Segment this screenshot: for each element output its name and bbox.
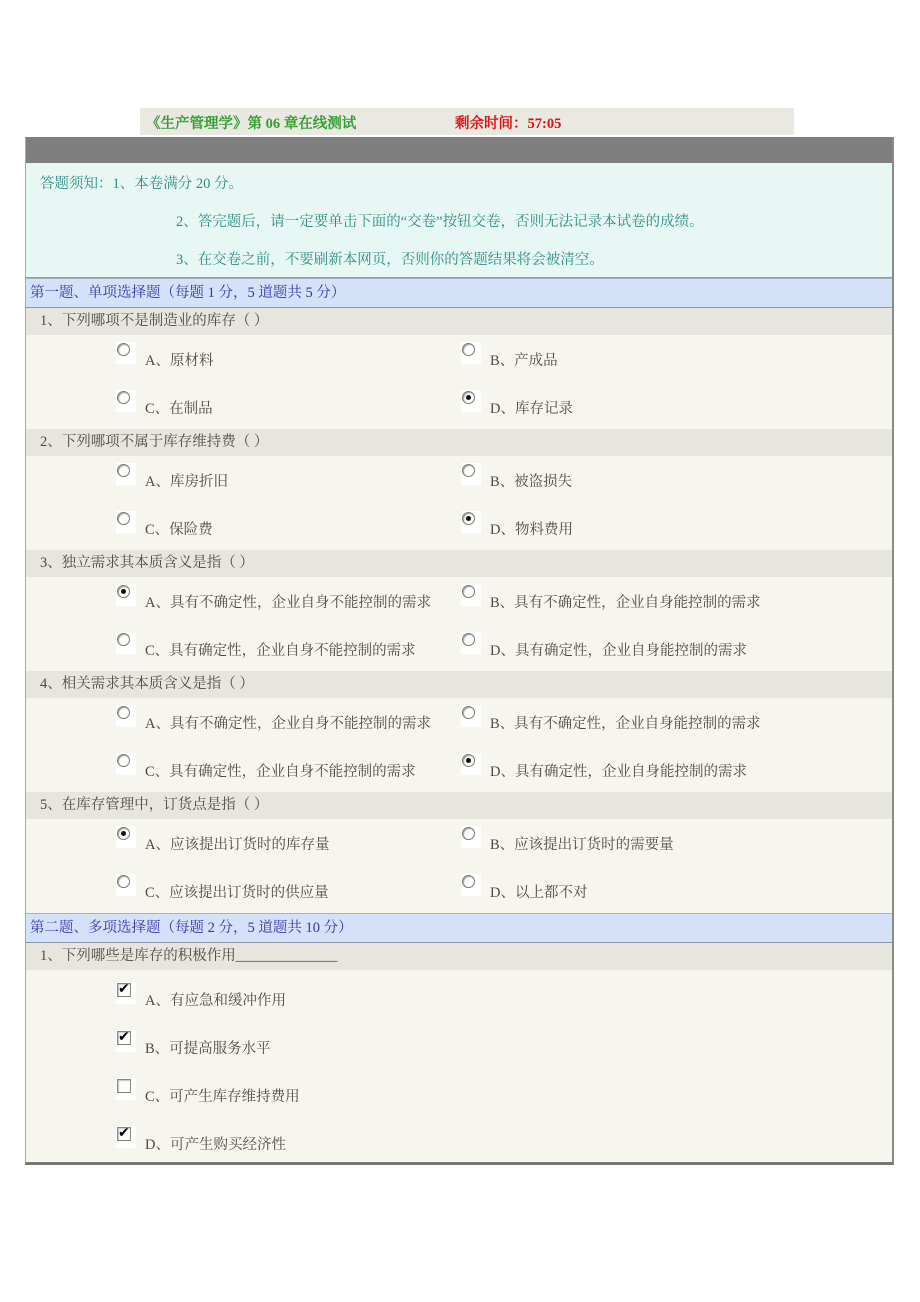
radio-patch (461, 463, 481, 485)
checkbox-patch (116, 982, 136, 1004)
radio-patch (116, 632, 136, 654)
radio-option[interactable] (461, 584, 892, 632)
radio-patch (116, 874, 136, 896)
radio-icon[interactable] (462, 464, 475, 477)
radio-option[interactable] (116, 874, 461, 913)
checkbox-icon[interactable] (117, 1031, 131, 1045)
question-block-4 (26, 671, 892, 792)
checkbox-patch (116, 1126, 136, 1148)
question-5-options (26, 819, 892, 913)
radio-patch (461, 826, 481, 848)
radio-icon[interactable] (117, 585, 130, 598)
radio-icon[interactable] (462, 827, 475, 840)
checkbox-option-label: C、可产生库存维持费用 (145, 1089, 300, 1105)
question-5-title: 5、在库存管理中，订货点是指（ ） (26, 792, 892, 819)
multi-question-1-options (26, 970, 892, 1162)
radio-option[interactable] (461, 342, 892, 390)
radio-option-label: B、具有不确定性，企业自身能控制的需求 (490, 595, 761, 611)
radio-option[interactable] (461, 826, 892, 874)
notice-line-1: 答题须知：1、本卷满分 20 分。 (40, 176, 243, 192)
radio-patch (116, 705, 136, 727)
radio-option[interactable] (116, 463, 461, 511)
checkbox-option[interactable] (116, 1030, 892, 1078)
checkbox-icon[interactable] (117, 1079, 131, 1093)
radio-option-label: B、应该提出订货时的需要量 (490, 837, 674, 853)
radio-option[interactable] (116, 632, 461, 671)
radio-icon[interactable] (117, 633, 130, 646)
multi-question-1-title: 1、下列哪些是库存的积极作用______________ (26, 943, 892, 970)
radio-icon[interactable] (117, 512, 130, 525)
radio-patch (461, 390, 481, 412)
radio-icon[interactable] (462, 391, 475, 404)
radio-option[interactable] (116, 390, 461, 429)
radio-icon[interactable] (117, 391, 130, 404)
checkbox-patch (116, 1030, 136, 1052)
radio-option-label: A、应该提出订货时的库存量 (145, 837, 330, 853)
radio-icon[interactable] (117, 875, 130, 888)
section-2-header: 第二题、多项选择题（每题 2 分，5 道题共 10 分） (26, 913, 892, 943)
radio-patch (116, 463, 136, 485)
radio-icon[interactable] (117, 464, 130, 477)
radio-option-label: D、具有确定性，企业自身能控制的需求 (490, 764, 747, 780)
checkbox-option-label: A、有应急和缓冲作用 (145, 993, 286, 1009)
radio-icon[interactable] (462, 585, 475, 598)
radio-option-label: A、原材料 (145, 353, 214, 369)
checkbox-option[interactable] (116, 982, 892, 1030)
radio-icon[interactable] (117, 343, 130, 356)
radio-option-label: C、保险费 (145, 522, 213, 538)
question-2-title: 2、下列哪项不属于库存维持费（ ） (26, 429, 892, 456)
radio-patch (116, 390, 136, 412)
checkbox-patch (116, 1078, 136, 1100)
radio-option-label: B、被盗损失 (490, 474, 573, 490)
radio-option[interactable] (461, 463, 892, 511)
radio-patch (461, 705, 481, 727)
question-2-options (26, 456, 892, 550)
question-block-3 (26, 550, 892, 671)
radio-option-label: A、具有不确定性，企业自身不能控制的需求 (145, 716, 431, 732)
question-3-title: 3、独立需求其本质含义是指（ ） (26, 550, 892, 577)
radio-option-label: D、物料费用 (490, 522, 573, 538)
radio-option[interactable] (116, 511, 461, 550)
radio-icon[interactable] (117, 827, 130, 840)
question-3-options (26, 577, 892, 671)
radio-patch (461, 342, 481, 364)
checkbox-option[interactable] (116, 1078, 892, 1126)
multi-question-block-1 (26, 943, 892, 1162)
radio-icon[interactable] (117, 706, 130, 719)
radio-option-label: B、产成品 (490, 353, 558, 369)
radio-patch (461, 584, 481, 606)
radio-option-label: A、库房折旧 (145, 474, 228, 490)
radio-option-label: B、具有不确定性，企业自身能控制的需求 (490, 716, 761, 732)
radio-icon[interactable] (117, 754, 130, 767)
checkbox-option[interactable] (116, 1126, 892, 1162)
radio-icon[interactable] (462, 343, 475, 356)
gray-divider-bar (26, 137, 892, 163)
question-4-title: 4、相关需求其本质含义是指（ ） (26, 671, 892, 698)
quiz-table (25, 137, 894, 1165)
radio-patch (116, 826, 136, 848)
section-1-header: 第一题、单项选择题（每题 1 分，5 道题共 5 分） (26, 278, 892, 308)
page-header-bar (140, 108, 794, 135)
radio-option[interactable] (116, 584, 461, 632)
radio-patch (116, 753, 136, 775)
radio-option-label: C、应该提出订货时的供应量 (145, 885, 329, 901)
radio-patch (116, 584, 136, 606)
radio-option[interactable] (461, 632, 892, 671)
radio-option-label: C、具有确定性，企业自身不能控制的需求 (145, 764, 416, 780)
radio-patch (461, 511, 481, 533)
radio-option[interactable] (461, 390, 892, 429)
radio-icon[interactable] (462, 706, 475, 719)
radio-option[interactable] (461, 753, 892, 792)
checkbox-option-label: D、可产生购买经济性 (145, 1137, 286, 1153)
radio-option[interactable] (461, 874, 892, 913)
checkbox-icon[interactable] (117, 983, 131, 997)
radio-option[interactable] (116, 826, 461, 874)
radio-option[interactable] (461, 705, 892, 753)
remaining-time: 剩余时间：57:05 (455, 116, 562, 132)
question-block-5 (26, 792, 892, 913)
notice-line-2: 2、答完题后，请一定要单击下面的“交卷”按钮交卷，否则无法记录本试卷的成绩。 (176, 214, 704, 230)
radio-icon[interactable] (462, 875, 475, 888)
radio-icon[interactable] (462, 512, 475, 525)
radio-option[interactable] (116, 705, 461, 753)
question-block-1 (26, 308, 892, 429)
checkbox-option-label: B、可提高服务水平 (145, 1041, 271, 1057)
radio-icon[interactable] (462, 754, 475, 767)
radio-option-label: C、在制品 (145, 401, 213, 417)
radio-option-label: A、具有不确定性，企业自身不能控制的需求 (145, 595, 431, 611)
radio-patch (461, 874, 481, 896)
radio-option-label: D、具有确定性，企业自身能控制的需求 (490, 643, 747, 659)
radio-patch (461, 753, 481, 775)
page-title: 《生产管理学》第 06 章在线测试 (146, 116, 357, 132)
radio-patch (116, 511, 136, 533)
radio-option[interactable] (461, 511, 892, 550)
question-4-options (26, 698, 892, 792)
question-block-2 (26, 429, 892, 550)
question-1-options (26, 335, 892, 429)
radio-icon[interactable] (462, 633, 475, 646)
notice-box (26, 163, 892, 278)
notice-line-3: 3、在交卷之前，不要刷新本网页，否则你的答题结果将会被清空。 (176, 252, 604, 268)
radio-option-label: D、库存记录 (490, 401, 573, 417)
radio-patch (461, 632, 481, 654)
radio-option[interactable] (116, 753, 461, 792)
radio-option-label: C、具有确定性，企业自身不能控制的需求 (145, 643, 416, 659)
radio-patch (116, 342, 136, 364)
question-1-title: 1、下列哪项不是制造业的库存（ ） (26, 308, 892, 335)
radio-option-label: D、以上都不对 (490, 885, 588, 901)
checkbox-icon[interactable] (117, 1127, 131, 1141)
radio-option[interactable] (116, 342, 461, 390)
